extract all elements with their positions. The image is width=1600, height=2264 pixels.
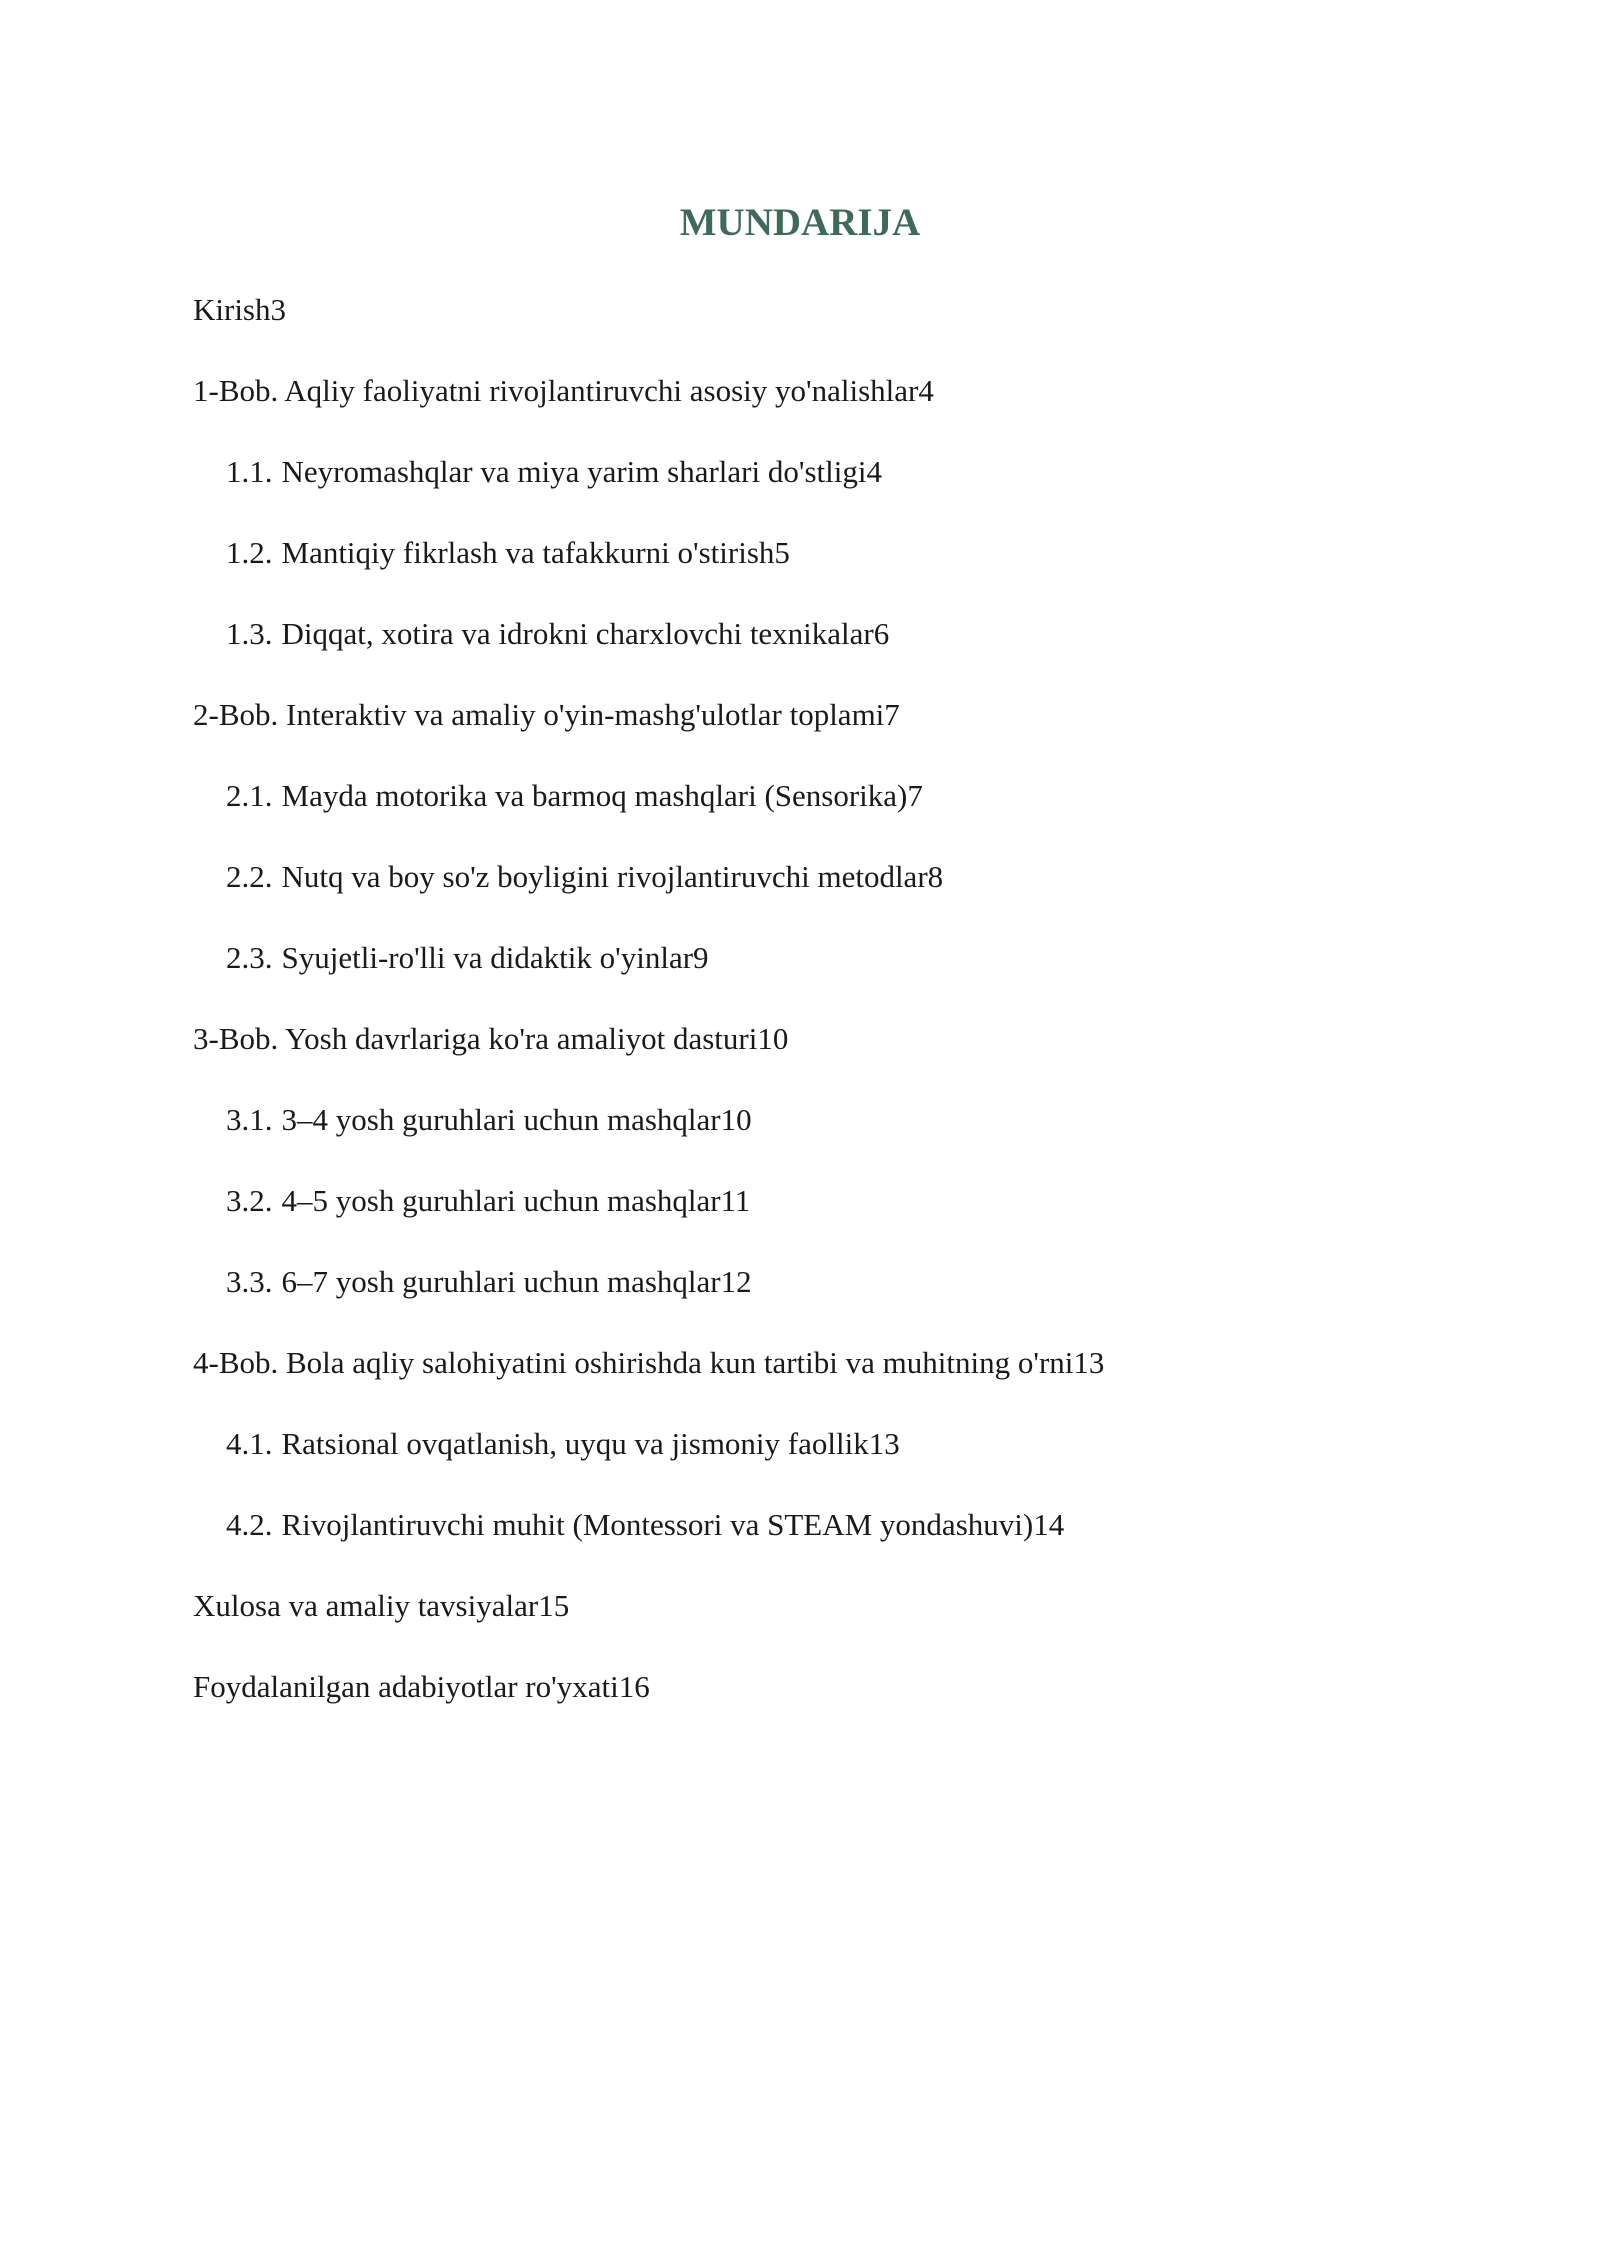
toc-subsection-entry[interactable] (226, 938, 709, 978)
toc-chapter-entry[interactable] (193, 290, 286, 330)
toc-entry-number: 2.1. (226, 778, 273, 813)
toc-entry-number: 2.3. (226, 940, 273, 975)
toc-entry-text: Diqqat, xotira va idrokni charxlovchi texnikalar6 (281, 616, 890, 651)
toc-entry-text: 3-Bob. Yosh davrlariga ko'ra amaliyot dasturi10 (193, 1021, 789, 1056)
toc-entry-text: 6–7 yosh guruhlari uchun mashqlar12 (281, 1264, 752, 1299)
toc-chapter-entry[interactable] (193, 1343, 1104, 1383)
toc-subsection-entry[interactable] (226, 533, 790, 573)
toc-entry-text: 4–5 yosh guruhlari uchun mashqlar11 (281, 1183, 751, 1218)
toc-chapter-entry[interactable] (193, 1667, 650, 1707)
toc-entry-text: 4-Bob. Bola aqliy salohiyatini oshirishda kun tartibi va muhitning o'rni13 (193, 1345, 1105, 1380)
toc-subsection-entry[interactable] (226, 857, 943, 897)
toc-subsection-entry[interactable] (226, 1424, 900, 1464)
toc-entry-text: 1-Bob. Aqliy faoliyatni rivojlantiruvchi asosiy yo'nalishlar4 (193, 373, 934, 408)
page-title: MUNDARIJA (679, 201, 921, 244)
toc-entry-text: Ratsional ovqatlanish, uyqu va jismoniy faollik13 (281, 1426, 900, 1461)
toc-subsection-entry[interactable] (226, 1100, 752, 1140)
toc-entry-text: Kirish3 (193, 292, 286, 327)
toc-subsection-entry[interactable] (226, 776, 923, 816)
toc-chapter-entry[interactable] (193, 371, 934, 411)
toc-chapter-entry[interactable] (193, 695, 900, 735)
toc-entry-number: 2.2. (226, 859, 273, 894)
toc-subsection-entry[interactable] (226, 614, 889, 654)
toc-entry-text: Foydalanilgan adabiyotlar ro'yxati16 (193, 1669, 650, 1704)
toc-entry-text: Rivojlantiruvchi muhit (Montessori va STEAM yondashuvi)14 (281, 1507, 1065, 1542)
toc-entry-text: 3–4 yosh guruhlari uchun mashqlar10 (281, 1102, 752, 1137)
toc-entry-text: Mantiqiy fikrlash va tafakkurni o'stirish5 (281, 535, 790, 570)
toc-subsection-entry[interactable] (226, 1181, 750, 1221)
toc-chapter-entry[interactable] (193, 1019, 788, 1059)
toc-entry-number: 3.3. (226, 1264, 273, 1299)
toc-entry-text: Syujetli-ro'lli va didaktik o'yinlar9 (281, 940, 709, 975)
toc-entry-number: 1.3. (226, 616, 273, 651)
toc-subsection-entry[interactable] (226, 452, 882, 492)
toc-entry-text: Xulosa va amaliy tavsiyalar15 (193, 1588, 570, 1623)
toc-entry-text: Nutq va boy so'z boyligini rivojlantiruvchi metodlar8 (281, 859, 944, 894)
toc-entry-number: 1.1. (226, 454, 273, 489)
toc-entry-number: 1.2. (226, 535, 273, 570)
toc-chapter-entry[interactable] (193, 1586, 569, 1626)
toc-subsection-entry[interactable] (226, 1262, 752, 1302)
toc-entry-text: 2-Bob. Interaktiv va amaliy o'yin-mashg'ulotlar toplami7 (193, 697, 900, 732)
toc-subsection-entry[interactable] (226, 1505, 1064, 1545)
toc-entry-number: 3.2. (226, 1183, 273, 1218)
toc-entry-number: 3.1. (226, 1102, 273, 1137)
toc-entry-text: Mayda motorika va barmoq mashqlari (Sensorika)7 (281, 778, 923, 813)
toc-entry-number: 4.1. (226, 1426, 273, 1461)
toc-entry-number: 4.2. (226, 1507, 273, 1542)
toc-entry-text: Neyromashqlar va miya yarim sharlari do'stligi4 (281, 454, 882, 489)
